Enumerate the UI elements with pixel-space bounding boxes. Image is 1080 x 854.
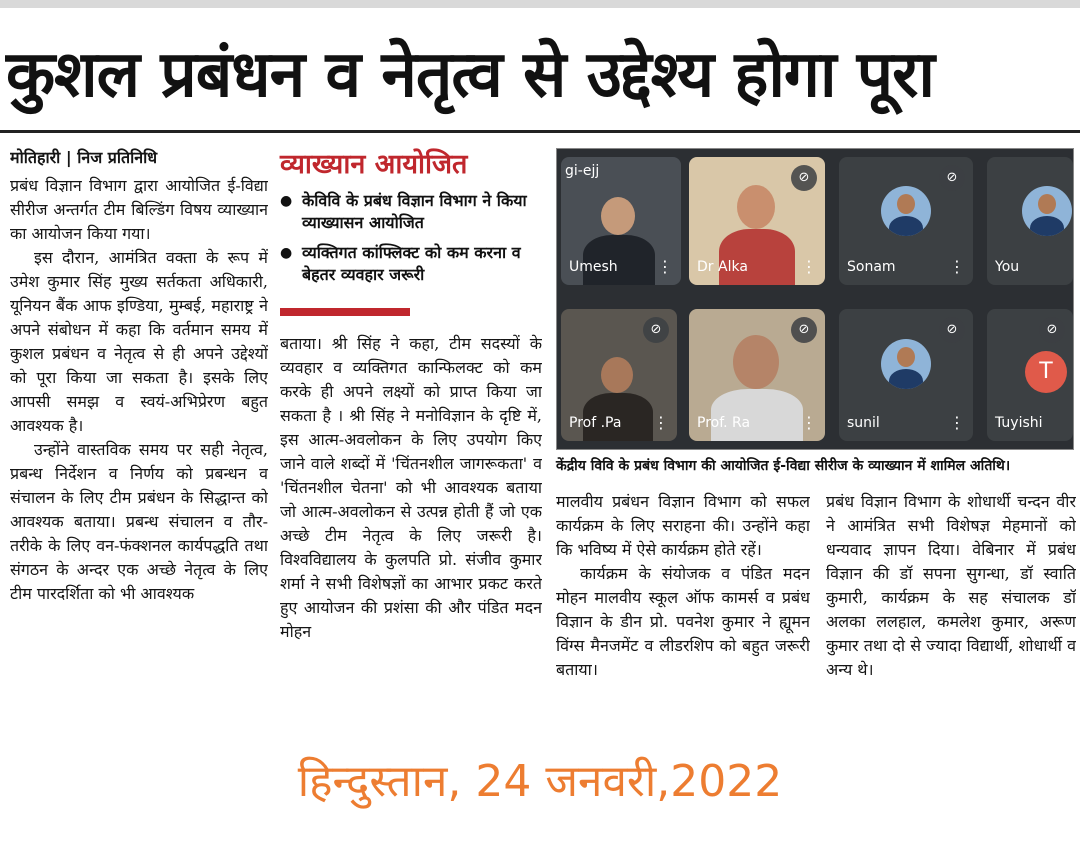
participant-tile [987, 309, 1073, 441]
paragraph: इस दौरान, आमंत्रित वक्ता के रूप में उमेश कुमार सिंह मुख्य सर्तकता अधिकारी, यूनियन बैंक आफ इण्डिया, मुम्बई, महाराष्ट्र ने अपने संबोधन में कहा कि वर्तमान समय में कुशल प्रबंधन व नेतृत्व से ही अपने उद्देश्यों को पूरा किया जा सकता है। इसके लिए आपसी समझ व स्वयं-अभिप्रेरण बहुत आवश्यक है। [10, 248, 268, 435]
participant-name: Dr Alka [697, 259, 748, 275]
article-column-3 [556, 490, 810, 746]
avatar [1022, 186, 1072, 236]
participant-name: Umesh [569, 259, 618, 275]
more-icon: ⋮ [949, 257, 965, 276]
mic-off-icon: ⊘ [791, 165, 817, 191]
initial-avatar: T [1025, 351, 1067, 393]
participant-tile [689, 309, 825, 441]
article-column-4 [826, 490, 1076, 746]
article-column-2 [280, 332, 542, 746]
paragraph: बताया। श्री सिंह ने कहा, टीम सदस्यों के व्यवहार व व्यक्तिगत कान्फिलक्ट को कम करके ही अपने लक्ष्यों को प्राप्त किया जा सकता है । श्री सिंह ने मनोविज्ञान के दृष्टि में, इस आत्म-अवलोकन के लिए उपयोग किए जाने वाले शब्दों में 'चिंतनशील जागरूकता' व 'चिंतनशील चेतना' को भी आवश्यक बताया जो आत्म-अवलोकन से उत्पन्न होती हैं जो एक अच्छे टीम नेतृत्व के लिए जरूरी है। विश्वविद्यालय के कुलपति प्रो. संजीव कुमार शर्मा ने सभी विशेषज्ञों का आभार प्रकट करते हुए आयोजन की प्रशंसा की और पंडित मदन मोहन [280, 334, 542, 641]
participant-name: sunil [847, 415, 880, 431]
more-icon: ⋮ [657, 257, 673, 276]
participant-tile [561, 157, 681, 285]
avatar [881, 339, 931, 389]
participant-name: You [995, 259, 1020, 275]
paragraph: प्रबंध विज्ञान विभाग के शोधार्थी चन्दन वीर ने आमंत्रित सभी विशेषज्ञ मेहमानों को धन्यवाद ज्ञापन दिया। वेबिनार में प्रबंध विज्ञान की डॉ सपना सुगन्धा, डॉ स्वाति कुमारी, कार्यक्रम के सह संचालक डॉ अलका ललहाल, कमलेश कुमार, अरूण कुमार तथा दो से ज्यादा विद्यार्थी, शोधार्थी व अन्य थे। [826, 492, 1076, 679]
more-icon: ⋮ [801, 413, 817, 432]
participant-name: Prof. Ra [697, 415, 751, 431]
highlight-item: ● केविवि के प्रबंध विज्ञान विभाग ने किया व्याख्यासन आयोजित [280, 190, 542, 234]
mic-off-icon: ⊘ [1039, 317, 1065, 343]
paragraph: कार्यक्रम के संयोजक व पंडित मदन मोहन मालवीय स्कूल ऑफ कामर्स व प्रबंध विज्ञान के डीन प्रो. पवनेश कुमार ने ह्यूमन विंग्स मैनजमेंट व लीडरशिप को बहुत जरूरी बताया। [556, 564, 810, 679]
mic-off-icon: ⊘ [791, 317, 817, 343]
video-call-photo [556, 148, 1074, 450]
avatar [881, 186, 931, 236]
participant-tile [839, 157, 973, 285]
more-icon: ⋮ [801, 257, 817, 276]
mic-off-icon: ⊘ [939, 165, 965, 191]
participant-tile [689, 157, 825, 285]
participant-tile [987, 157, 1073, 285]
headline: कुशल प्रबंधन व नेतृत्व से उद्देश्य होगा पूरा [6, 38, 934, 112]
dateline: मोतिहारी | निज प्रतिनिधि [10, 148, 158, 167]
paragraph: उन्होंने वास्तविक समय पर सही नेतृत्व, प्रबन्ध निर्देशन व निर्णय को प्रबन्धन व संचालन के लिए टीम प्रबंधन के सिद्धान्त को आवश्यक बताया। प्रबन्ध संचालन व तौर-तरीके के लिए वन-फंक्शनल कार्यपद्धति तथा संगठन के अन्दर एक अच्छे नेतृत्व के लिए टीम पारदर्शिता को भी आवश्यक [10, 440, 268, 603]
participant-tile [561, 309, 677, 441]
red-divider [280, 308, 410, 316]
highlights-title: व्याख्यान आयोजित [280, 149, 468, 180]
tile-top-text: gi-ejj [565, 163, 600, 179]
paragraph: मालवीय प्रबंधन विज्ञान विभाग को सफल कार्यक्रम के लिए सराहना की। उन्होंने कहा कि भविष्य में ऐसे कार्यक्रम होते रहें। [556, 492, 810, 559]
mic-off-icon: ⊘ [939, 317, 965, 343]
top-bar [0, 0, 1080, 8]
participant-tile [839, 309, 973, 441]
participant-name: Prof .Pa [569, 415, 622, 431]
paragraph: प्रबंध विज्ञान विभाग द्वारा आयोजित ई-विद्या सीरीज अन्तर्गत टीम बिल्डिंग विषय व्याख्यान का आयोजन किया गया। [10, 176, 268, 243]
participant-name: Sonam [847, 259, 896, 275]
participant-name: Tuyishi [995, 415, 1043, 431]
highlights-list [280, 190, 542, 286]
more-icon: ⋮ [653, 413, 669, 432]
highlight-item: ● व्यक्तिगत कांफ्लिक्ट को कम करना व बेहतर व्यवहार जरूरी [280, 242, 542, 286]
article-column-1 [10, 146, 268, 746]
mic-off-icon: ⊘ [643, 317, 669, 343]
photo-caption: केंद्रीय विवि के प्रबंध विभाग की आयोजित ई-विद्या सीरीज के व्याख्यान में शामिल अतिथि। [556, 458, 1011, 474]
headline-rule [0, 130, 1080, 133]
highlights-box [280, 148, 542, 326]
more-icon: ⋮ [949, 413, 965, 432]
source-credit: हिन्दुस्तान, 24 जनवरी,2022 [297, 756, 783, 807]
